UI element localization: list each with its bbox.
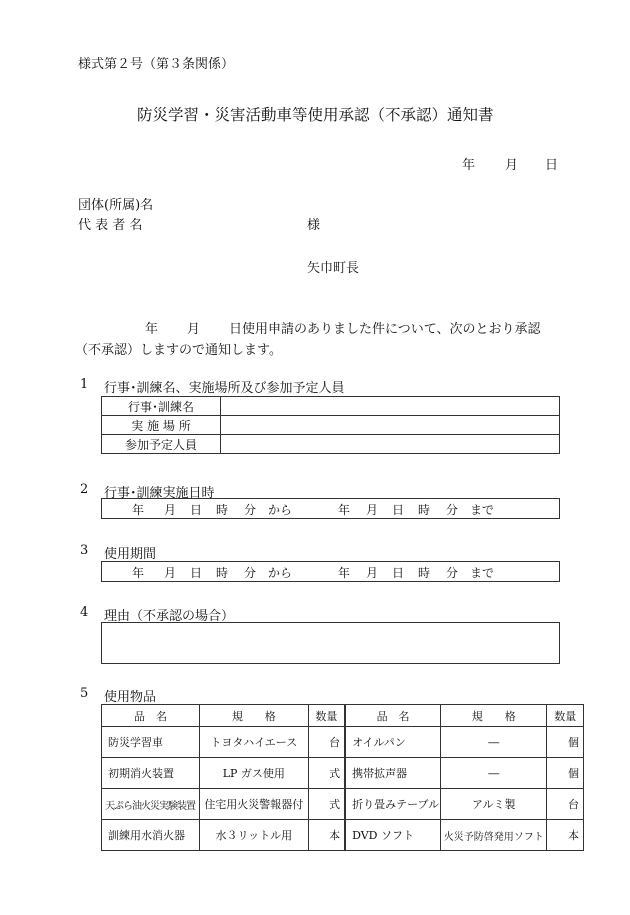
item-name: 防災学習車 <box>102 727 200 758</box>
item-spec: 住宅用火災警報器付 <box>200 789 309 820</box>
period-to-hour: 時 <box>418 566 431 580</box>
until-label: まで <box>470 503 495 517</box>
period-until-label: まで <box>470 566 495 580</box>
from-label: から <box>268 503 293 517</box>
item-name: 訓練用水消火器 <box>102 820 200 851</box>
reason-field[interactable] <box>101 622 560 664</box>
item-qty-unit: 本 <box>308 820 345 851</box>
item-qty-unit: 式 <box>308 789 345 820</box>
period-from-hour: 時 <box>216 566 229 580</box>
from-year: 年 <box>132 503 145 517</box>
equipment-table <box>101 704 584 851</box>
item-qty-unit: 本 <box>547 820 584 851</box>
form-number: 様式第２号（第３条関係） <box>78 57 235 72</box>
item-spec: LP ガス使用 <box>200 758 309 789</box>
section4-number: 4 <box>80 605 89 620</box>
table-row <box>102 727 584 758</box>
event-name-field[interactable] <box>221 397 560 416</box>
header-qty-2: 数量 <box>547 705 584 727</box>
item-qty-unit: 台 <box>547 789 584 820</box>
body-line1: 日使用申請のありました件について、次のとおり承認 <box>229 322 541 337</box>
period-to-month: 月 <box>366 566 379 580</box>
issuer: 矢巾町長 <box>307 261 360 276</box>
section4-heading: 理由（不承認の場合） <box>104 609 235 624</box>
section3-heading: 使用期間 <box>104 547 157 562</box>
item-spec: ― <box>441 758 547 789</box>
org-name-label: 団体(所属)名 <box>78 198 154 213</box>
section2-heading: 行事･訓練実施日時 <box>104 486 215 501</box>
representative-label: 代 表 者 名 <box>78 218 143 233</box>
row-label-venue: 実 施 場 所 <box>102 416 221 435</box>
section3-number: 3 <box>80 543 89 558</box>
item-spec: 水３リットル用 <box>200 820 309 851</box>
period-to-day: 日 <box>392 566 405 580</box>
period-to-minute: 分 <box>446 566 459 580</box>
to-minute: 分 <box>446 503 459 517</box>
period-from-day: 日 <box>190 566 203 580</box>
period-to-year: 年 <box>338 566 351 580</box>
to-hour: 時 <box>418 503 431 517</box>
item-qty-unit: 個 <box>547 758 584 789</box>
date-year-label: 年 <box>462 158 476 173</box>
usage-period-box[interactable] <box>101 561 560 582</box>
section1-heading: 行事･訓練名、実施場所及び参加予定人員 <box>104 381 345 396</box>
body-line2: （不承認）しますので通知します。 <box>75 343 282 358</box>
item-name: 折り畳みテーブル <box>345 789 440 820</box>
section5-number: 5 <box>80 686 89 701</box>
item-qty-unit: 台 <box>308 727 345 758</box>
from-hour: 時 <box>216 503 229 517</box>
period-from-month: 月 <box>164 566 177 580</box>
item-spec: トヨタハイエース <box>200 727 309 758</box>
row-label-participants: 参加予定人員 <box>102 435 221 454</box>
item-name: 初期消火装置 <box>102 758 200 789</box>
body-month: 月 <box>187 322 201 337</box>
section1-table <box>101 396 560 454</box>
item-qty-unit: 式 <box>308 758 345 789</box>
item-spec: アルミ製 <box>441 789 547 820</box>
to-day: 日 <box>392 503 405 517</box>
honorific: 様 <box>307 218 321 233</box>
item-spec: 火災予防啓発用ソフト <box>441 820 547 851</box>
participants-field[interactable] <box>221 435 560 454</box>
header-item-name-2: 品 名 <box>345 705 440 727</box>
venue-field[interactable] <box>221 416 560 435</box>
date-day-label: 日 <box>545 158 559 173</box>
section1-number: 1 <box>80 377 89 392</box>
period-from-minute: 分 <box>244 566 257 580</box>
table-row <box>102 758 584 789</box>
period-from-label: から <box>268 566 293 580</box>
item-name: オイルパン <box>345 727 440 758</box>
date-month-label: 月 <box>505 158 519 173</box>
section5-heading: 使用物品 <box>104 690 157 705</box>
from-day: 日 <box>190 503 203 517</box>
from-month: 月 <box>164 503 177 517</box>
header-spec: 規 格 <box>200 705 309 727</box>
item-qty-unit: 個 <box>547 727 584 758</box>
section2-number: 2 <box>80 482 89 497</box>
event-datetime-box[interactable] <box>101 498 560 519</box>
header-spec-2: 規 格 <box>441 705 547 727</box>
item-name: DVD ソフト <box>345 820 440 851</box>
item-name: 天ぷら油火災実験装置 <box>102 789 200 820</box>
header-item-name: 品 名 <box>102 705 200 727</box>
to-month: 月 <box>366 503 379 517</box>
page-title: 防災学習・災害活動車等使用承認（不承認）通知書 <box>137 106 494 124</box>
to-year: 年 <box>338 503 351 517</box>
from-minute: 分 <box>244 503 257 517</box>
equipment-header-row <box>102 705 584 727</box>
item-spec: ― <box>441 727 547 758</box>
row-label-event-name: 行事･訓練名 <box>102 397 221 416</box>
table-row <box>102 820 584 851</box>
period-from-year: 年 <box>132 566 145 580</box>
table-row <box>102 789 584 820</box>
body-year: 年 <box>145 322 159 337</box>
item-name: 携帯拡声器 <box>345 758 440 789</box>
header-qty: 数量 <box>308 705 345 727</box>
